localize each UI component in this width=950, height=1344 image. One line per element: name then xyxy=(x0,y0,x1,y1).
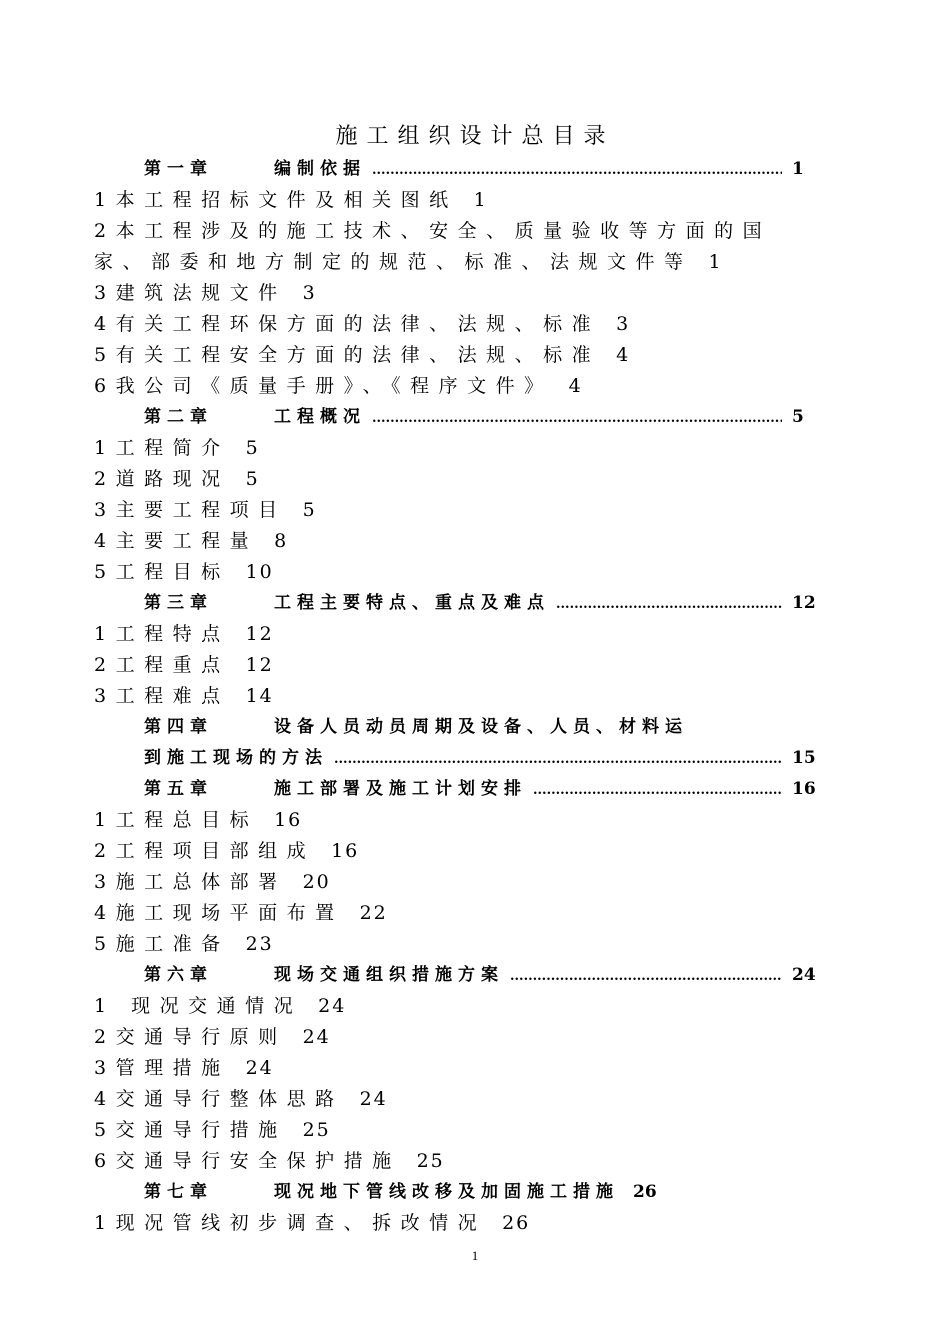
chapter-page: 1 xyxy=(792,159,804,179)
toc-chapter[interactable] xyxy=(94,774,854,805)
toc-item-text: 3主要工程项目 xyxy=(94,499,287,521)
dot-leader xyxy=(556,589,782,620)
toc-item[interactable] xyxy=(94,526,854,557)
toc-item-page: 4 xyxy=(616,344,631,366)
toc-item-page: 23 xyxy=(245,933,274,955)
chapter-title: 工程概况 xyxy=(274,407,366,427)
toc-item[interactable] xyxy=(94,898,854,929)
toc-item-page: 8 xyxy=(274,530,289,552)
toc-item-page: 24 xyxy=(245,1057,274,1079)
toc-item[interactable] xyxy=(94,1084,854,1115)
chapter-number: 第一章 xyxy=(144,159,213,179)
toc-item[interactable] xyxy=(94,340,854,371)
dot-leader xyxy=(533,775,782,806)
toc-item-page: 1 xyxy=(708,251,723,273)
toc-item-text: 3建筑法规文件 xyxy=(94,282,287,304)
toc-item[interactable] xyxy=(94,185,854,216)
toc-item-page: 3 xyxy=(302,282,317,304)
chapter-title: 现况地下管线改移及加固施工措施 xyxy=(274,1182,619,1202)
toc-chapter[interactable] xyxy=(94,712,854,774)
toc-item-text: 2交通导行原则 xyxy=(94,1026,287,1048)
toc-item-text: 4有关工程环保方面的法律、法规、标准 xyxy=(94,313,601,335)
dot-leader xyxy=(510,961,782,992)
toc-item[interactable] xyxy=(94,1022,854,1053)
toc-item-page: 16 xyxy=(331,840,360,862)
chapter-page: 15 xyxy=(792,748,816,768)
toc-chapter[interactable] xyxy=(94,1177,854,1208)
toc-item-text: 6交通导行安全保护措施 xyxy=(94,1150,401,1172)
toc-item[interactable] xyxy=(94,1115,854,1146)
toc-item-text: 3工程难点 xyxy=(94,685,230,707)
chapter-page: 12 xyxy=(792,593,816,613)
toc-item-text: 1工程简介 xyxy=(94,437,230,459)
table-of-contents xyxy=(94,154,854,1239)
toc-chapter[interactable] xyxy=(94,402,854,433)
toc-item-page: 5 xyxy=(302,499,317,521)
chapter-title: 工程主要特点、重点及难点 xyxy=(274,593,550,613)
toc-item[interactable] xyxy=(94,836,854,867)
toc-item-text: 5有关工程安全方面的法律、法规、标准 xyxy=(94,344,601,366)
page-number-footer: 1 xyxy=(471,1248,479,1263)
toc-item[interactable] xyxy=(94,619,854,650)
toc-item-text: 1工程总目标 xyxy=(94,809,259,831)
toc-item-text: 3管理措施 xyxy=(94,1057,230,1079)
toc-chapter[interactable] xyxy=(94,588,854,619)
toc-item-page: 20 xyxy=(302,871,331,893)
toc-chapter[interactable] xyxy=(94,154,854,185)
page-title: 施工组织设计总目录 xyxy=(335,124,615,149)
toc-item-page: 1 xyxy=(473,189,488,211)
toc-item-text: 6我公司《质量手册》、《程序文件》 xyxy=(94,375,553,397)
toc-item-page: 26 xyxy=(502,1212,531,1234)
chapter-number: 第二章 xyxy=(144,407,213,427)
toc-item-text: 4交通导行整体思路 xyxy=(94,1088,344,1110)
toc-item[interactable] xyxy=(94,557,854,588)
toc-item[interactable] xyxy=(94,1146,854,1177)
toc-item-page: 22 xyxy=(359,902,388,924)
toc-item[interactable] xyxy=(94,247,854,278)
toc-item[interactable] xyxy=(94,681,854,712)
chapter-page: 5 xyxy=(792,407,804,427)
toc-item[interactable] xyxy=(94,1053,854,1084)
toc-item-page: 16 xyxy=(274,809,303,831)
toc-item-page: 4 xyxy=(568,375,583,397)
chapter-number: 第五章 xyxy=(144,779,213,799)
chapter-number: 第四章 xyxy=(144,717,213,737)
chapter-page: 26 xyxy=(633,1182,657,1202)
chapter-title: 设备人员动员周期及设备、人员、材料运 xyxy=(274,717,688,737)
toc-item[interactable] xyxy=(94,991,854,1022)
toc-item[interactable] xyxy=(94,433,854,464)
toc-item[interactable] xyxy=(94,278,854,309)
toc-item-text: 4主要工程量 xyxy=(94,530,259,552)
chapter-title: 施工部署及施工计划安排 xyxy=(274,779,527,799)
toc-item[interactable] xyxy=(94,650,854,681)
toc-item-text: 2道路现况 xyxy=(94,468,230,490)
toc-item-text: 1本工程招标文件及相关图纸 xyxy=(94,189,458,211)
toc-item-page: 5 xyxy=(245,437,260,459)
toc-item-page: 25 xyxy=(302,1119,331,1141)
toc-item[interactable] xyxy=(94,309,854,340)
toc-item[interactable] xyxy=(94,867,854,898)
chapter-title: 现场交通组织措施方案 xyxy=(274,965,504,985)
toc-item-text: 1工程特点 xyxy=(94,623,230,645)
toc-chapter[interactable] xyxy=(94,960,854,991)
toc-item-text: 5工程目标 xyxy=(94,561,230,583)
toc-item-page: 25 xyxy=(416,1150,445,1172)
toc-item[interactable] xyxy=(94,216,854,247)
toc-item-text: 2工程项目部组成 xyxy=(94,840,316,862)
chapter-number: 第三章 xyxy=(144,593,213,613)
chapter-page: 16 xyxy=(792,779,816,799)
toc-item-page: 10 xyxy=(245,561,274,583)
dot-leader xyxy=(372,403,782,434)
toc-item-text: 2工程重点 xyxy=(94,654,230,676)
toc-item-page: 12 xyxy=(245,623,274,645)
toc-item-page: 24 xyxy=(302,1026,331,1048)
toc-item-page: 24 xyxy=(359,1088,388,1110)
chapter-title: 编制依据 xyxy=(274,159,366,179)
toc-item[interactable] xyxy=(94,371,854,402)
toc-item[interactable] xyxy=(94,929,854,960)
chapter-number: 第七章 xyxy=(144,1182,213,1202)
dot-leader xyxy=(334,744,782,775)
toc-item-text: 家、部委和地方制定的规范、标准、法规文件等 xyxy=(94,251,693,273)
toc-item-text: 1 现况交通情况 xyxy=(94,995,303,1017)
toc-item-text: 5施工准备 xyxy=(94,933,230,955)
toc-item-page: 14 xyxy=(245,685,274,707)
toc-item-text: 4施工现场平面布置 xyxy=(94,902,344,924)
toc-item-page: 12 xyxy=(245,654,274,676)
toc-item-text: 3施工总体部署 xyxy=(94,871,287,893)
chapter-title-continued: 到施工现场的方法 xyxy=(144,748,328,768)
toc-item-text: 5交通导行措施 xyxy=(94,1119,287,1141)
chapter-page: 24 xyxy=(792,965,816,985)
chapter-number: 第六章 xyxy=(144,965,213,985)
toc-item-page: 5 xyxy=(245,468,260,490)
toc-item[interactable] xyxy=(94,495,854,526)
toc-item-text: 1现况管线初步调查、拆改情况 xyxy=(94,1212,487,1234)
toc-item[interactable] xyxy=(94,805,854,836)
dot-leader xyxy=(372,155,782,186)
toc-item[interactable] xyxy=(94,1208,854,1239)
toc-item-page: 24 xyxy=(318,995,347,1017)
toc-item-text: 2本工程涉及的施工技术、安全、质量验收等方面的国 xyxy=(94,220,772,242)
toc-item-page: 3 xyxy=(616,313,631,335)
toc-item[interactable] xyxy=(94,464,854,495)
